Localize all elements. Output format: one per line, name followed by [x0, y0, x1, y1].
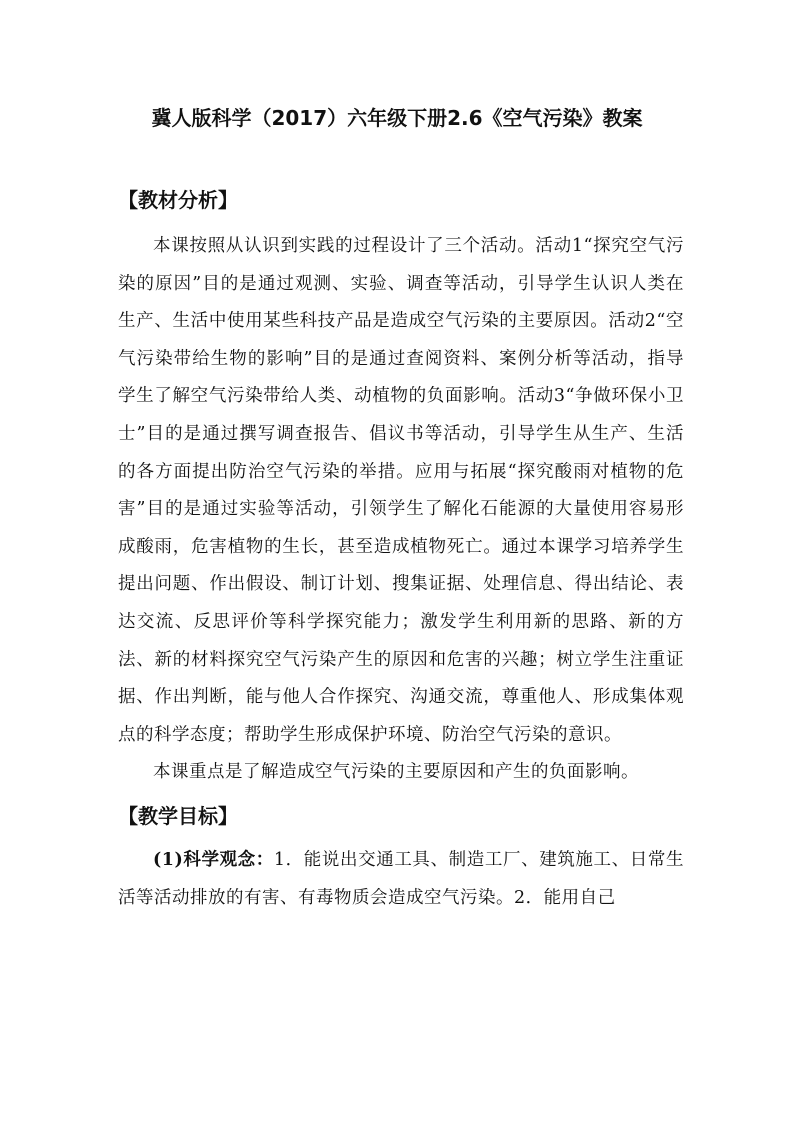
section-heading-analysis: 【教材分析】 — [118, 188, 238, 212]
document-title: 冀人版科学（2017）六年级下册2.6《空气污染》教案 — [151, 106, 643, 130]
paragraph-analysis: 本课按照从认识到实践的过程设计了三个活动。活动1“探究空气污染的原因”目的是通过观测、实验、调查等活动，引导学生认识人类在生产、生活中使用某些科技产品是造成空气污染的主要原因。活动2“空气污染带给生物的影响”目的是通过查阅资料、案例分析等活动，指导学生了解空气污染带给人类、动植物的负面影响。活动3“争做环保小卫士”目的是通过撰写调查报告、倡议书等活动，引导学生从生产、生活的各方面提出防治空气污染的举措。应用与拓展“探究酸雨对植物的危害”目的是通过实验等活动，引领学生了解化石能源的大量使用容易形成酸雨，危害植物的生长，甚至造成植物死亡。通过本课学习培养学生提出问题、作出假设、制订计划、搜集证据、处理信息、得出结论、表达交流、反思评价等科学探究能力；激发学生利用新的思路、新的方法、新的材料探究空气污染产生的原因和危害的兴趣；树立学生注重证据、作出判断，能与他人合作探究、沟通交流，尊重他人、形成集体观点的科学态度；帮助学生形成保护环境、防治空气污染的意识。 — [118, 236, 684, 745]
goal-label-science-concept: (1)科学观念： — [153, 849, 274, 870]
document-body — [118, 184, 684, 917]
paragraph-goals — [118, 842, 684, 917]
section-heading-goals: 【教学目标】 — [118, 803, 238, 828]
paragraph-keypoint: 本课重点是了解造成空气污染的主要原因和产生的负面影响。 — [153, 762, 639, 783]
goal-text: 1．能说出交通工具、制造工厂、建筑施工、日常生活等活动排放的有害、有毒物质会造成空气污染。2．能用自己 — [118, 849, 684, 908]
